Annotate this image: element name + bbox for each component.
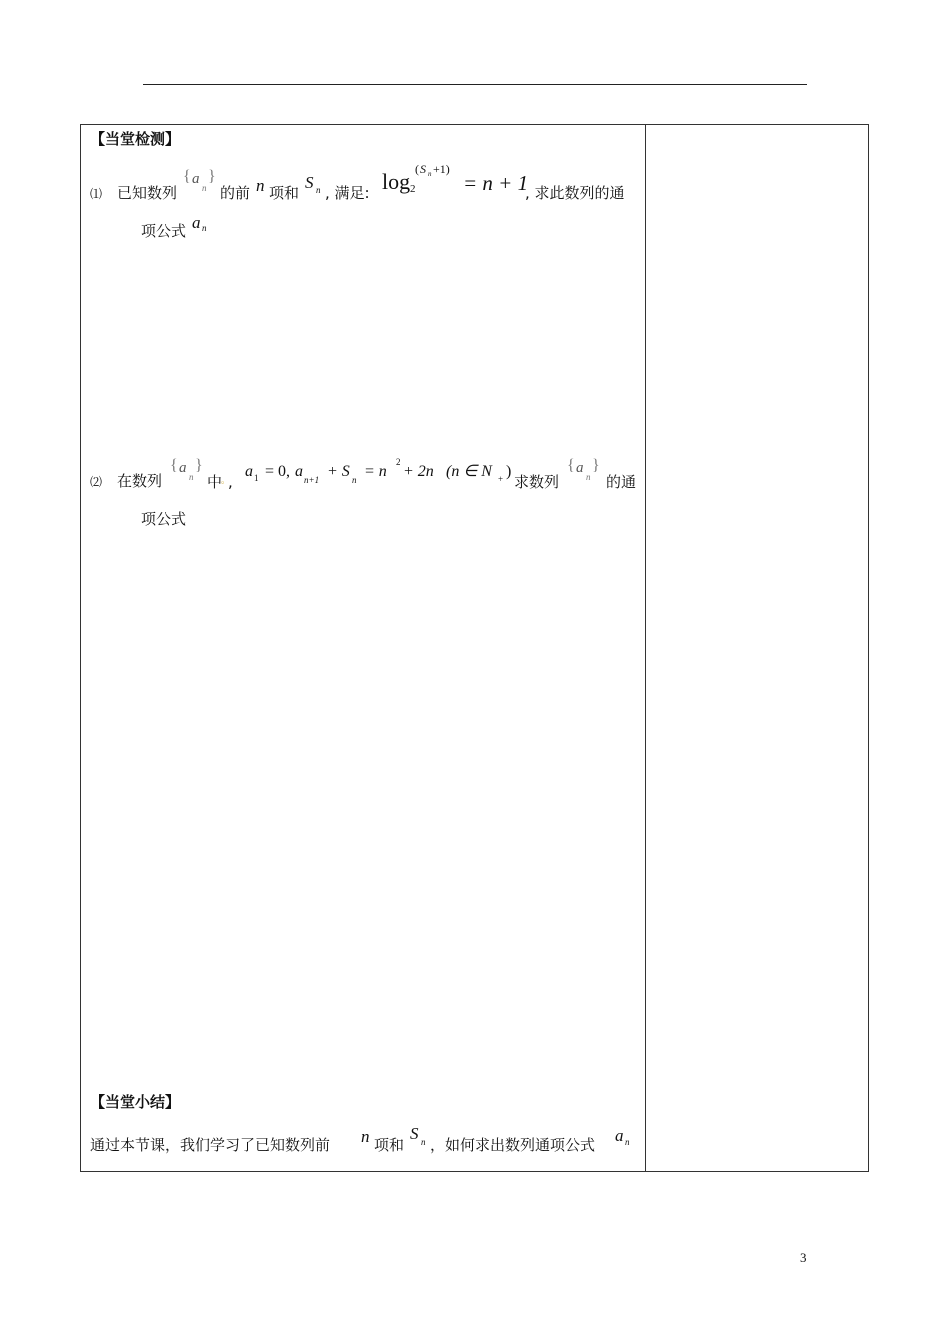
a-subscript: n+1	[304, 475, 320, 485]
question-text: 中	[207, 473, 223, 491]
summary-text-part: 项和	[374, 1136, 405, 1154]
S-symbol: S	[410, 1124, 419, 1143]
question-text-line2: 项公式	[141, 222, 187, 240]
question-text: ,	[228, 473, 233, 491]
equation-rhs: = n + 1	[463, 171, 529, 195]
header-rule	[143, 84, 807, 85]
an-symbol: a	[192, 213, 201, 232]
sequence-symbol: a	[192, 171, 200, 187]
brace-right: }	[195, 457, 203, 474]
formula-part: + 2n	[403, 463, 434, 480]
content-table	[80, 124, 869, 1172]
summary-text-part: 通过本节课，我们学习了已知数列前	[90, 1136, 331, 1154]
page-number: 3	[800, 1250, 807, 1265]
a-symbol: a	[295, 463, 303, 480]
formula-condition-subscript: +	[498, 474, 504, 484]
formula-condition-close: )	[506, 463, 512, 480]
brace-right: }	[592, 457, 600, 474]
log-symbol: log	[382, 169, 411, 194]
question-text: , 求此数列的通	[525, 184, 625, 202]
notes-column-divider	[645, 124, 646, 1172]
formula-part: = 0,	[265, 463, 291, 480]
question-text: 的通	[606, 473, 637, 491]
question-text: 在数列	[117, 472, 163, 490]
question-number: ⑵	[90, 475, 103, 489]
question-text: 已知数列	[117, 184, 178, 202]
question-text-line2: 项公式	[141, 510, 187, 528]
question-text: 求数列	[514, 473, 560, 491]
brace-left: {	[170, 457, 178, 474]
section-title-summary: 【当堂小结】	[90, 1093, 181, 1111]
an-subscript: n	[202, 223, 207, 233]
sequence-subscript: n	[189, 472, 194, 482]
a1-subscript: 1	[254, 473, 259, 483]
brace-right: }	[208, 168, 216, 185]
sequence-subscript: n	[586, 472, 591, 482]
sequence-subscript: n	[202, 183, 207, 193]
question-text: 的前	[220, 184, 251, 202]
S-subscript: n	[352, 475, 357, 485]
sequence-symbol: a	[179, 460, 187, 476]
question-text: 项和	[269, 184, 300, 202]
formula-superscript: 2	[396, 457, 401, 467]
log-exponent-open: (	[415, 162, 419, 176]
formula-part: + S	[327, 463, 350, 480]
an-subscript: n	[625, 1137, 630, 1147]
summary-text-part: ，如何求出数列通项公式	[430, 1136, 596, 1154]
formula-condition: (n ∈ N	[446, 463, 492, 480]
S-subscript: n	[316, 185, 321, 195]
log-exponent-subscript: n	[428, 170, 432, 178]
brace-left: {	[567, 457, 575, 474]
brace-left: {	[183, 168, 191, 185]
S-symbol: S	[305, 173, 314, 192]
a1-symbol: a	[245, 463, 253, 480]
question-text: , 满足:	[325, 184, 370, 202]
log-exponent-rest: +1)	[433, 162, 450, 176]
sequence-symbol: a	[576, 460, 584, 476]
n-symbol: n	[256, 176, 265, 195]
formula-part: = n	[364, 463, 387, 480]
question-mark-dot: 。	[221, 476, 231, 486]
log-base: 2	[410, 183, 416, 195]
question-number: ⑴	[90, 187, 103, 201]
section-title-check: 【当堂检测】	[90, 130, 181, 148]
log-exponent-S: S	[420, 162, 426, 176]
S-subscript: n	[421, 1137, 426, 1147]
n-symbol: n	[361, 1127, 370, 1146]
an-symbol: a	[615, 1126, 624, 1145]
